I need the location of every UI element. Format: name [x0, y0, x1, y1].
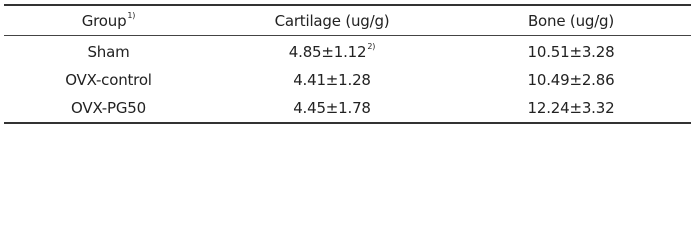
cell-cartilage: [213, 94, 451, 123]
footnote-marker: 2): [367, 42, 376, 51]
cell-group: OVX-control: [65, 71, 152, 89]
footnote-marker: 1): [127, 10, 136, 20]
header-group-label: Group: [81, 11, 127, 30]
header-cartilage-label: Cartilage (ug/g): [274, 11, 390, 30]
cartilage-value: 4.41±1.28: [293, 71, 371, 89]
header-row: [4, 5, 691, 36]
table-header: [4, 5, 691, 36]
cartilage-value: 4.85±1.12: [288, 43, 367, 61]
header-cartilage: [213, 5, 451, 36]
header-bone-label: Bone (ug/g): [527, 11, 615, 30]
cartilage-value: 4.45±1.78: [293, 99, 371, 117]
cell-group: Sham: [87, 43, 130, 61]
data-table: [4, 4, 691, 124]
cell-bone: 12.24±3.32: [451, 94, 691, 123]
table-row: [4, 36, 691, 67]
cell-group: OVX-PG50: [4, 94, 213, 123]
table-row: [4, 66, 691, 94]
table-body: [4, 36, 691, 124]
cell-bone: 10.49±2.86: [527, 71, 615, 89]
cell-cartilage: [213, 66, 451, 94]
header-bone: [451, 5, 691, 36]
table-row: [4, 94, 691, 123]
cell-bone: 10.51±3.28: [527, 43, 615, 61]
cell-cartilage: [213, 36, 451, 67]
header-group: [4, 5, 213, 36]
